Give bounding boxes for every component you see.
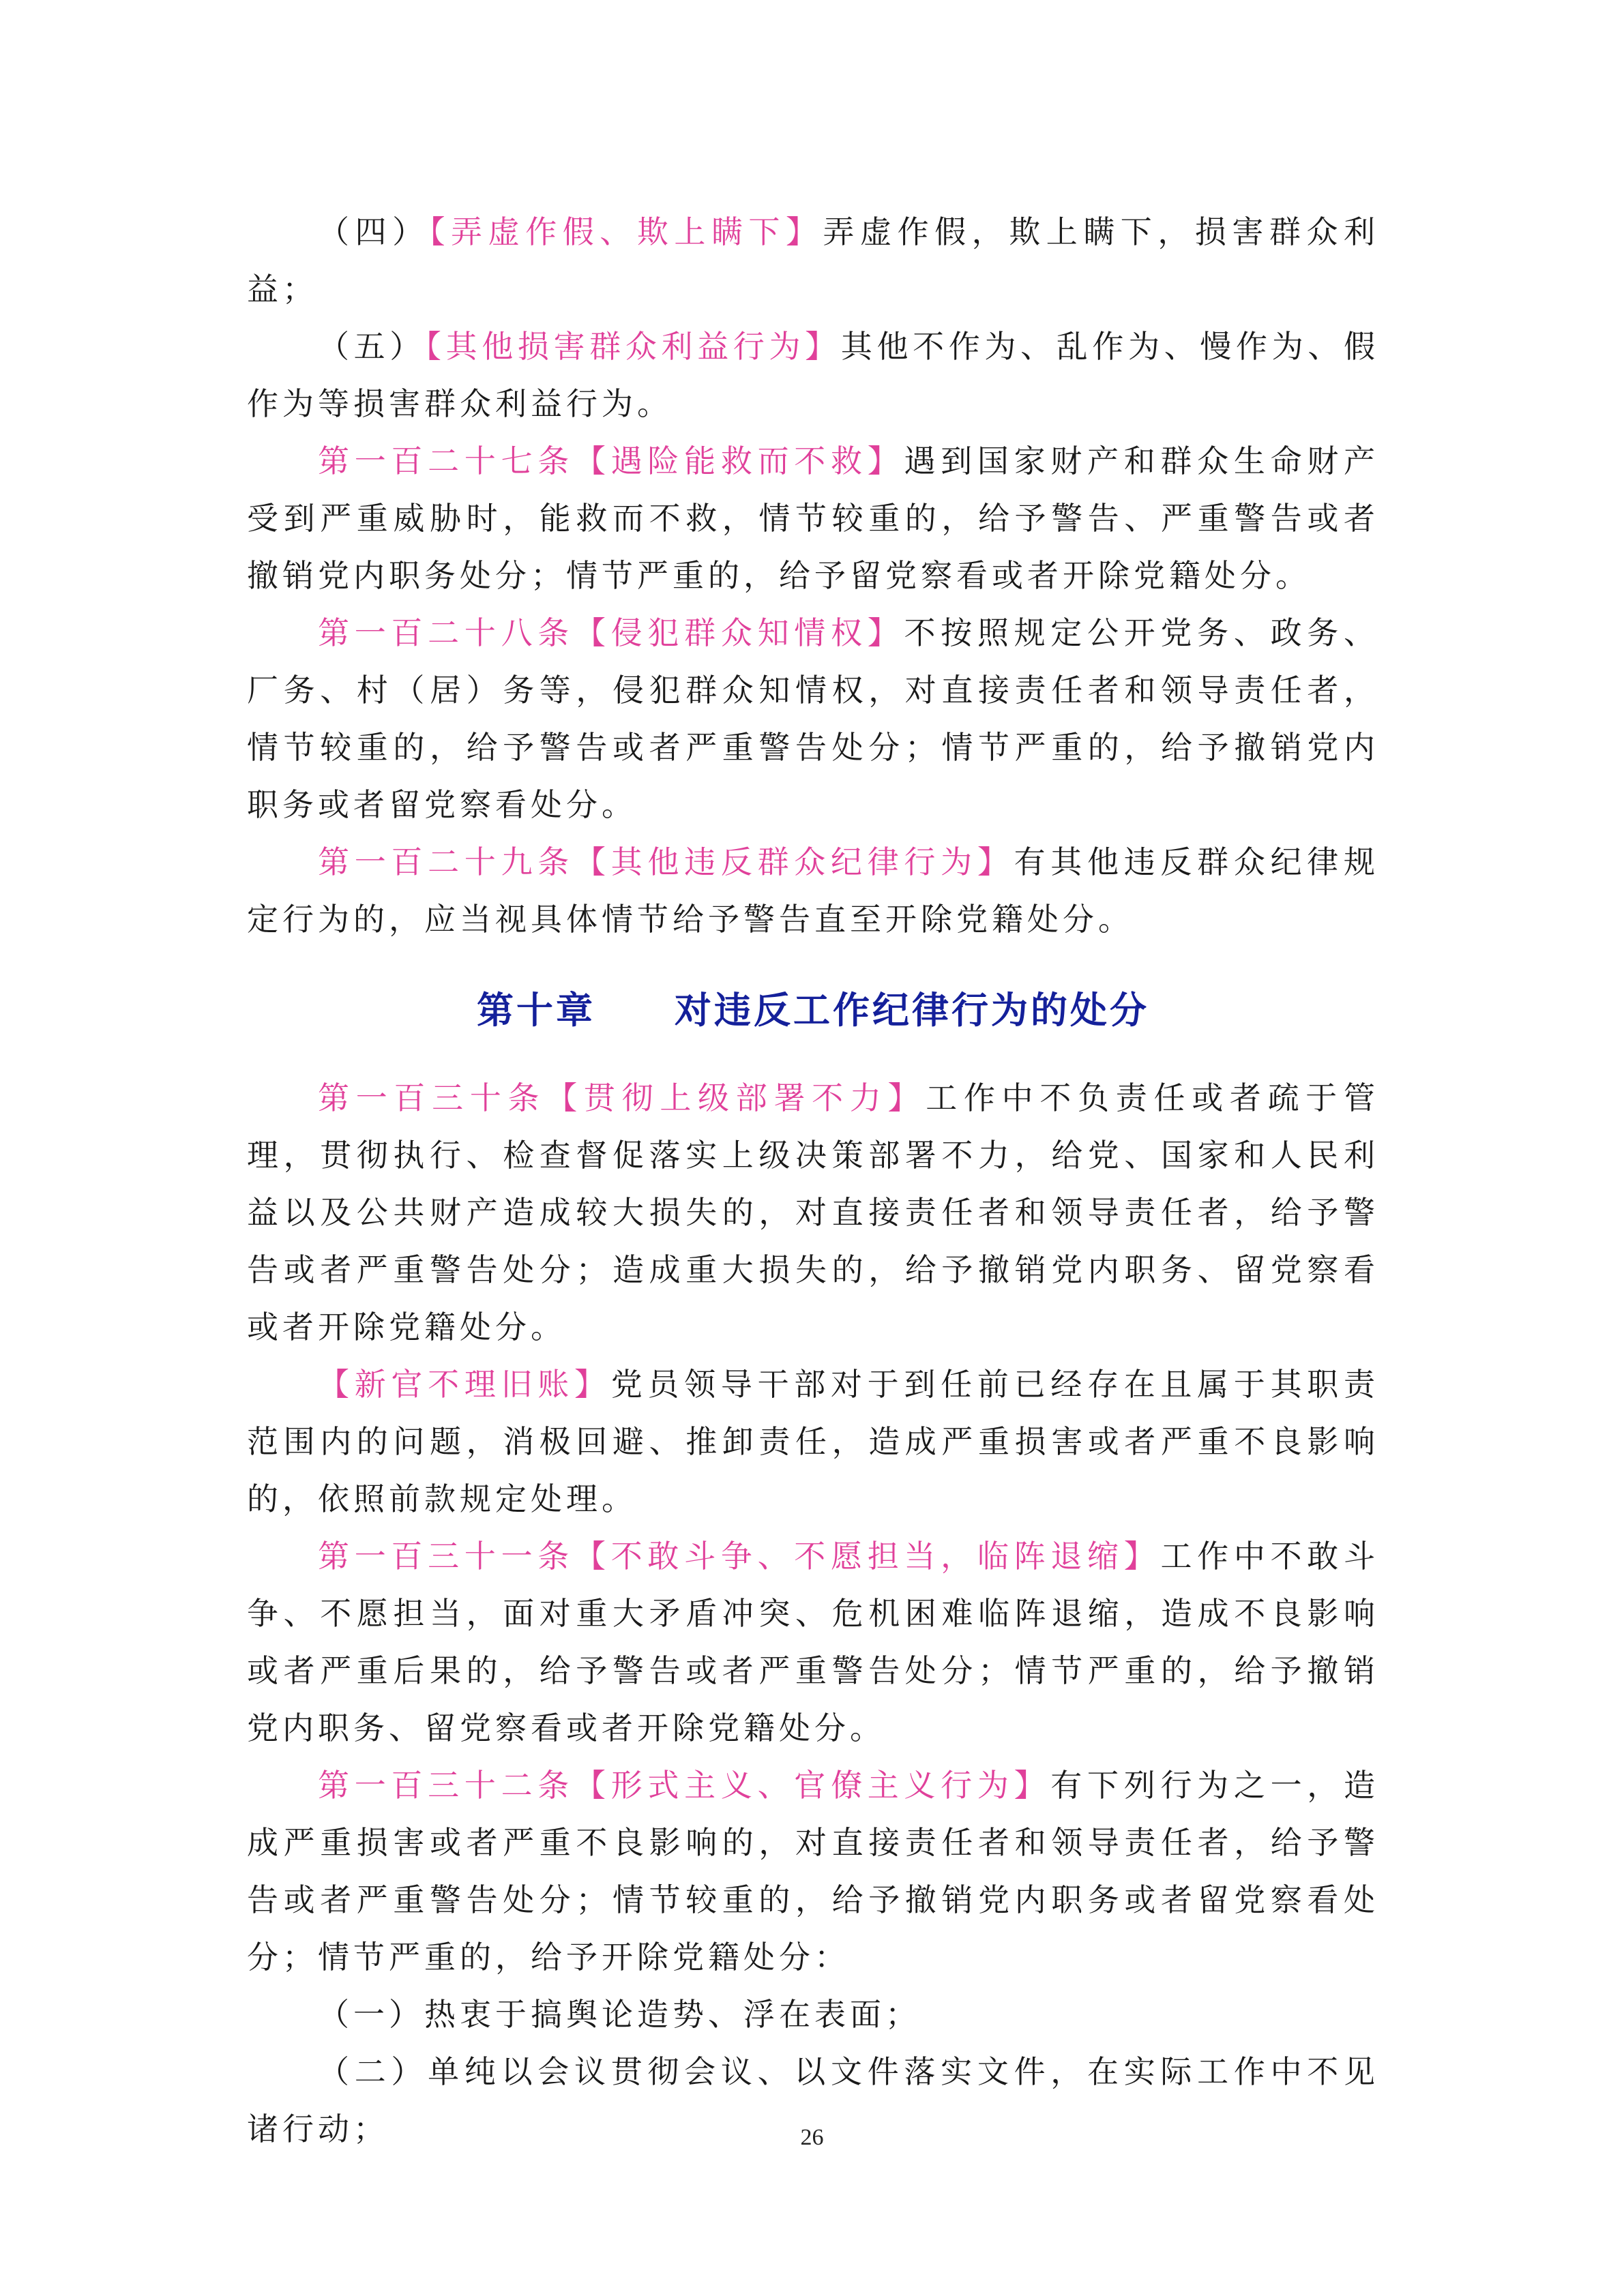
article-label: 【其他损害群众利益行为】 <box>425 328 841 365</box>
section-bottom <box>247 1069 1379 2158</box>
article-label: 第一百二十九条【其他违反群众纪律行为】 <box>318 844 1014 880</box>
article-text: （一）热衷于搞舆论造势、浮在表面； <box>318 1996 921 2033</box>
article-129 <box>247 833 1379 948</box>
article-label: 第一百二十七条【遇险能救而不救】 <box>318 443 904 479</box>
article-text: 有其他违反群众纪律规定行为的，应当视具体情节给予警告直至开除党籍处分。 <box>247 844 1380 938</box>
article-label: 第一百三十条【贯彻上级部署不力】 <box>318 1079 926 1116</box>
paragraph-item-4: （四）【弄虚作假、欺上瞒下】弄虚作假，欺上瞒下，损害群众利益； <box>247 213 1380 308</box>
article-127 <box>247 432 1379 604</box>
article-label: 【新官不理旧账】 <box>318 1366 611 1403</box>
article-text: 工作中不负责任或者疏于管理，贯彻执行、检查督促落实上级决策部署不力，给党、国家和人民利益以及公共财产造成较大损失的，对直接责任者和领导责任者，给予警告或者严重警告处分；造成重大损失的，给予撤销党内职务、留党察看或者开除党籍处分。 <box>247 1079 1380 1345</box>
article-text: 党员领导干部对于到任前已经存在且属于其职责范围内的问题，消极回避、推卸责任，造成严重损害或者严重不良影响的，依照前款规定处理。 <box>247 1366 1380 1517</box>
article-text: 遇到国家财产和群众生命财产受到严重威胁时，能救而不救，情节较重的，给予警告、严重警告或者撤销党内职务处分；情节严重的，给予留党察看或者开除党籍处分。 <box>247 443 1380 594</box>
article-text: （二）单纯以会议贯彻会议、以文件落实文件，在实际工作中不见诸行动； <box>247 2053 1379 2147</box>
article-label: 第一百二十八条【侵犯群众知情权】 <box>318 614 904 651</box>
article-label: 【弄虚作假、欺上瞒下】 <box>429 213 823 250</box>
page-number: 26 <box>800 2125 824 2150</box>
paragraph-item-1 <box>247 1986 1379 2043</box>
section-top <box>247 203 1379 948</box>
article-130 <box>247 1069 1379 1356</box>
article-label: 第一百三十一条【不敢斗争、不愿担当，临阵退缩】 <box>318 1538 1161 1575</box>
article-text: 有下列行为之一，造成严重损害或者严重不良影响的，对直接责任者和领导责任者，给予警告或者严重警告处分；情节较重的，给予撤销党内职务或者留党察看处分；情节严重的，给予开除党籍处分： <box>247 1767 1380 1976</box>
chapter-title: 第十章 对违反工作纪律行为的处分 <box>477 989 1149 1032</box>
article-128 <box>247 604 1379 833</box>
paragraph-item-5: （五）【其他损害群众利益行为】其他不作为、乱作为、慢作为、假作为等损害群众利益行为。 <box>247 328 1380 422</box>
article-text: 不按照规定公开党务、政务、厂务、村（居）务等，侵犯群众知情权，对直接责任者和领导责任者，情节较重的，给予警告或者严重警告处分；情节严重的，给予撤销党内职务或者留党察看处分。 <box>247 614 1380 823</box>
article-130-clause <box>247 1356 1379 1527</box>
article-label: 第一百三十二条【形式主义、官僚主义行为】 <box>318 1767 1051 1804</box>
article-131 <box>247 1527 1379 1757</box>
article-text: 工作中不敢斗争、不愿担当，面对重大矛盾冲突、危机困难临阵退缩，造成不良影响或者严重后果的，给予警告或者严重警告处分；情节严重的，给予撤销党内职务、留党察看或者开除党籍处分。 <box>247 1538 1380 1746</box>
article-132 <box>247 1757 1379 1986</box>
